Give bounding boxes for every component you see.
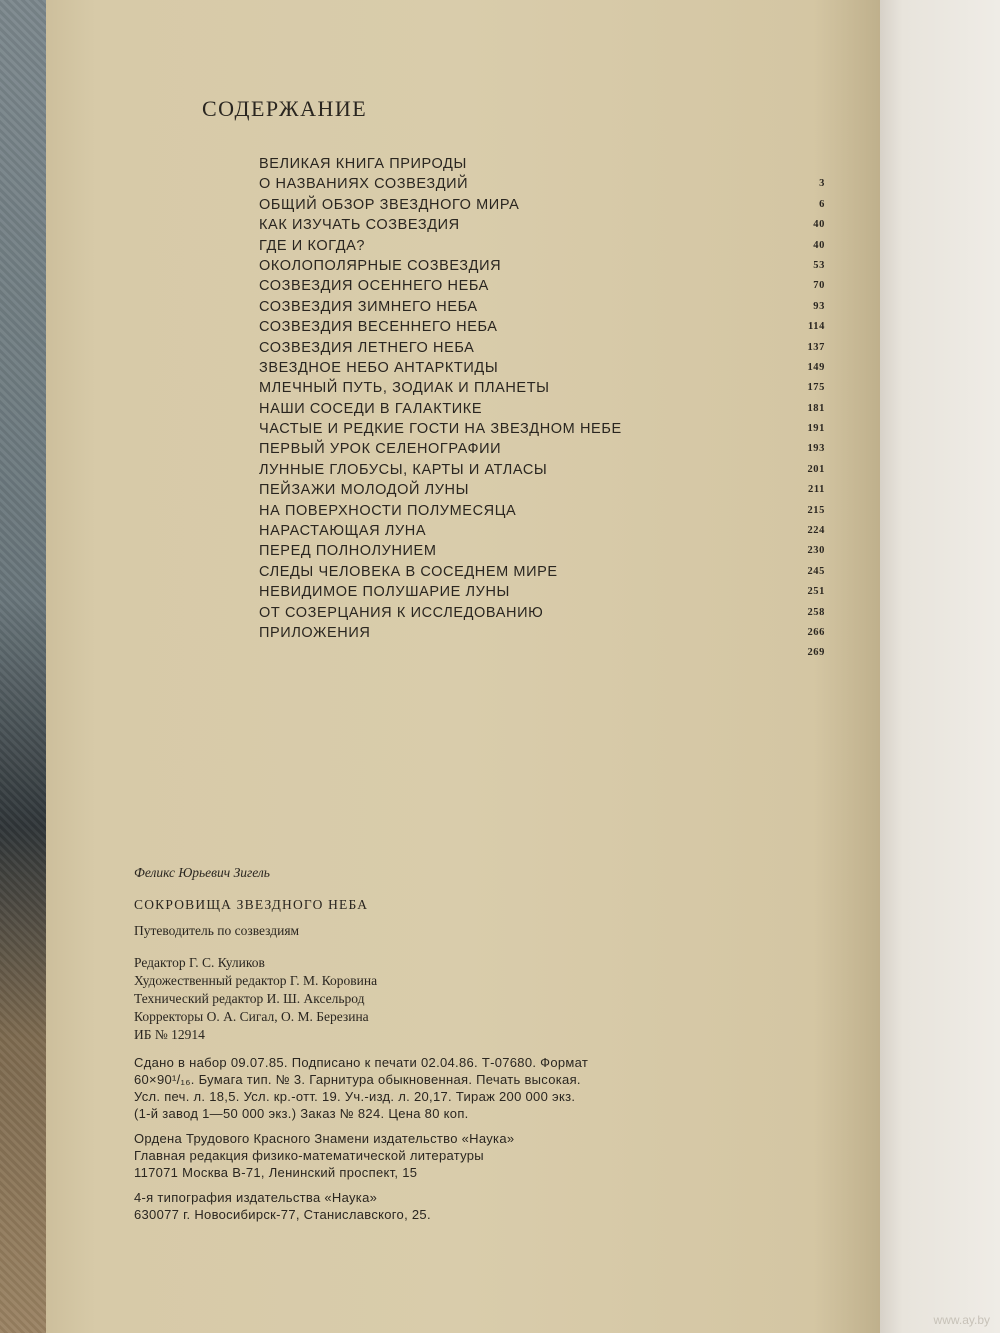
toc-entry-title: ЗВЕЗДНОЕ НЕБО АНТАРКТИДЫ bbox=[259, 359, 499, 376]
toc-entry bbox=[259, 338, 825, 358]
toc-entry-title: ОТ СОЗЕРЦАНИЯ К ИССЛЕДОВАНИЮ bbox=[259, 604, 544, 621]
staff-list bbox=[134, 954, 794, 1044]
toc-entry-title: КАК ИЗУЧАТЬ СОЗВЕЗДИЯ bbox=[259, 217, 460, 234]
toc-entry-title: ПРИЛОЖЕНИЯ bbox=[259, 624, 371, 641]
toc-entry-title: О НАЗВАНИЯХ СОЗВЕЗДИЙ bbox=[259, 176, 469, 193]
typography-info bbox=[134, 1189, 794, 1223]
toc-entry bbox=[259, 317, 825, 337]
toc-entry-page: 258 bbox=[807, 606, 825, 618]
publisher-line: Главная редакция физико-математической литературы bbox=[134, 1148, 484, 1163]
toc-entry bbox=[259, 541, 825, 561]
typography-line: 630077 г. Новосибирск-77, Станиславского, 25. bbox=[134, 1207, 431, 1222]
print-info bbox=[134, 1054, 794, 1122]
toc-entry bbox=[259, 256, 825, 276]
toc-entry-page: 40 bbox=[813, 219, 825, 231]
toc-entry-title: НЕВИДИМОЕ ПОЛУШАРИЕ ЛУНЫ bbox=[259, 584, 510, 601]
toc-entry bbox=[259, 623, 825, 643]
print-info-line: Усл. печ. л. 18,5. Усл. кр.-отт. 19. Уч.-изд. л. 20,17. Тираж 200 000 экз. bbox=[134, 1089, 576, 1104]
toc-entry bbox=[259, 603, 825, 623]
toc-entry bbox=[259, 582, 825, 602]
toc-entry-page: 266 bbox=[807, 626, 825, 638]
staff-line: Технический редактор И. Ш. Аксельрод bbox=[134, 991, 365, 1006]
toc-entry-page: 149 bbox=[807, 361, 825, 373]
book-title: СОКРОВИЩА ЗВЕЗДНОГО НЕБА bbox=[134, 897, 369, 912]
book-subtitle: Путеводитель по созвездиям bbox=[134, 923, 300, 938]
toc-entry-title: СЛЕДЫ ЧЕЛОВЕКА В СОСЕДНЕМ МИРЕ bbox=[259, 563, 558, 580]
toc-entry-page: 70 bbox=[813, 280, 825, 292]
toc-entry-page: 191 bbox=[807, 423, 825, 435]
toc-entry-page: 201 bbox=[807, 463, 825, 475]
toc-entry-title: СОЗВЕЗДИЯ ВЕСЕННЕГО НЕБА bbox=[259, 319, 498, 336]
book-page bbox=[46, 0, 880, 1333]
toc-entry-page: 175 bbox=[807, 382, 825, 394]
toc-entry-title: НАРАСТАЮЩАЯ ЛУНА bbox=[259, 523, 427, 540]
toc-entry-page: 251 bbox=[807, 586, 825, 598]
adjacent-page bbox=[870, 0, 1000, 1333]
toc-entry-page: 224 bbox=[807, 525, 825, 537]
toc-entry-page: 181 bbox=[807, 402, 825, 414]
toc-entry bbox=[259, 480, 825, 500]
toc-entry-title: ГДЕ И КОГДА? bbox=[259, 237, 366, 254]
toc-entry-page: 215 bbox=[807, 504, 825, 516]
toc-entry bbox=[259, 358, 825, 378]
publisher-line: Ордена Трудового Красного Знамени издательство «Наука» bbox=[134, 1131, 515, 1146]
toc-entry bbox=[259, 195, 825, 215]
toc-entry-page: 93 bbox=[813, 300, 825, 312]
toc-entry bbox=[259, 276, 825, 296]
toc-entry-title: СОЗВЕЗДИЯ ЗИМНЕГО НЕБА bbox=[259, 298, 478, 315]
toc-entry bbox=[259, 419, 825, 439]
print-info-line: (1-й завод 1—50 000 экз.) Заказ № 824. Цена 80 коп. bbox=[134, 1106, 469, 1121]
toc-entry-page: 245 bbox=[807, 565, 825, 577]
toc-list bbox=[259, 154, 825, 664]
toc-entry bbox=[259, 154, 799, 174]
toc-entry bbox=[259, 378, 825, 398]
toc-entry-page: 3 bbox=[819, 178, 825, 190]
toc-entry-page: 53 bbox=[813, 259, 825, 271]
toc-entry-page: 269 bbox=[807, 647, 825, 659]
toc-entry-title: ОБЩИЙ ОБЗОР ЗВЕЗДНОГО МИРА bbox=[259, 196, 520, 213]
toc-entry-title: МЛЕЧНЫЙ ПУТЬ, ЗОДИАК И ПЛАНЕТЫ bbox=[259, 380, 550, 397]
toc-title: СОДЕРЖАНИЕ bbox=[202, 96, 368, 121]
staff-line: Художественный редактор Г. М. Коровина bbox=[134, 973, 378, 988]
toc-entry-title: ПЕРЕД ПОЛНОЛУНИЕМ bbox=[259, 543, 437, 560]
toc-entry-title: ПЕРВЫЙ УРОК СЕЛЕНОГРАФИИ bbox=[259, 441, 502, 458]
imprint-block bbox=[134, 864, 794, 1223]
toc-entry-title: ЧАСТЫЕ И РЕДКИЕ ГОСТИ НА ЗВЕЗДНОМ НЕБЕ bbox=[259, 421, 622, 438]
toc-entry-title: ВЕЛИКАЯ КНИГА ПРИРОДЫ bbox=[259, 156, 467, 172]
toc-entry bbox=[259, 460, 825, 480]
toc-entry-page: 114 bbox=[808, 321, 825, 333]
staff-line: Корректоры О. А. Сигал, О. М. Березина bbox=[134, 1009, 369, 1024]
toc-entry bbox=[259, 562, 825, 582]
publisher-info bbox=[134, 1130, 794, 1181]
toc-entry bbox=[259, 399, 825, 419]
toc-entry-title: СОЗВЕЗДИЯ ЛЕТНЕГО НЕБА bbox=[259, 339, 475, 356]
toc-entry-title: СОЗВЕЗДИЯ ОСЕННЕГО НЕБА bbox=[259, 278, 489, 295]
author-name: Феликс Юрьевич Зигель bbox=[134, 865, 270, 880]
toc-entry-page: 230 bbox=[807, 545, 825, 557]
toc-entry-title: ЛУННЫЕ ГЛОБУСЫ, КАРТЫ И АТЛАСЫ bbox=[259, 461, 548, 478]
toc-entry-title: ОКОЛОПОЛЯРНЫЕ СОЗВЕЗДИЯ bbox=[259, 257, 502, 274]
toc-entry bbox=[259, 643, 825, 663]
toc-entry-title: ПЕЙЗАЖИ МОЛОДОЙ ЛУНЫ bbox=[259, 482, 470, 499]
toc-entry bbox=[259, 501, 825, 521]
toc-entry-page: 40 bbox=[813, 239, 825, 251]
toc-entry-title: НА ПОВЕРХНОСТИ ПОЛУМЕСЯЦА bbox=[259, 502, 517, 519]
ib-number: ИБ № 12914 bbox=[134, 1027, 205, 1042]
print-info-line: Сдано в набор 09.07.85. Подписано к печати 02.04.86. Т-07680. Формат bbox=[134, 1055, 589, 1070]
toc-entry-page: 193 bbox=[807, 443, 825, 455]
toc-entry bbox=[259, 297, 825, 317]
site-watermark: www.ay.by bbox=[933, 1313, 990, 1327]
publisher-line: 117071 Москва В-71, Ленинский проспект, 15 bbox=[134, 1165, 418, 1180]
toc-entry bbox=[259, 521, 825, 541]
toc-entry-page: 6 bbox=[819, 198, 825, 210]
toc-entry bbox=[259, 439, 825, 459]
staff-line: Редактор Г. С. Куликов bbox=[134, 955, 265, 970]
toc-entry-title: НАШИ СОСЕДИ В ГАЛАКТИКЕ bbox=[259, 400, 483, 417]
toc-entry-page: 137 bbox=[807, 341, 825, 353]
toc-entry bbox=[259, 236, 825, 256]
typography-line: 4-я типография издательства «Наука» bbox=[134, 1190, 378, 1205]
toc-entry bbox=[259, 174, 825, 194]
toc-entry bbox=[259, 215, 825, 235]
toc-entry-page: 211 bbox=[808, 484, 825, 496]
print-info-line: 60×90¹/₁₆. Бумага тип. № 3. Гарнитура обыкновенная. Печать высокая. bbox=[134, 1072, 581, 1087]
